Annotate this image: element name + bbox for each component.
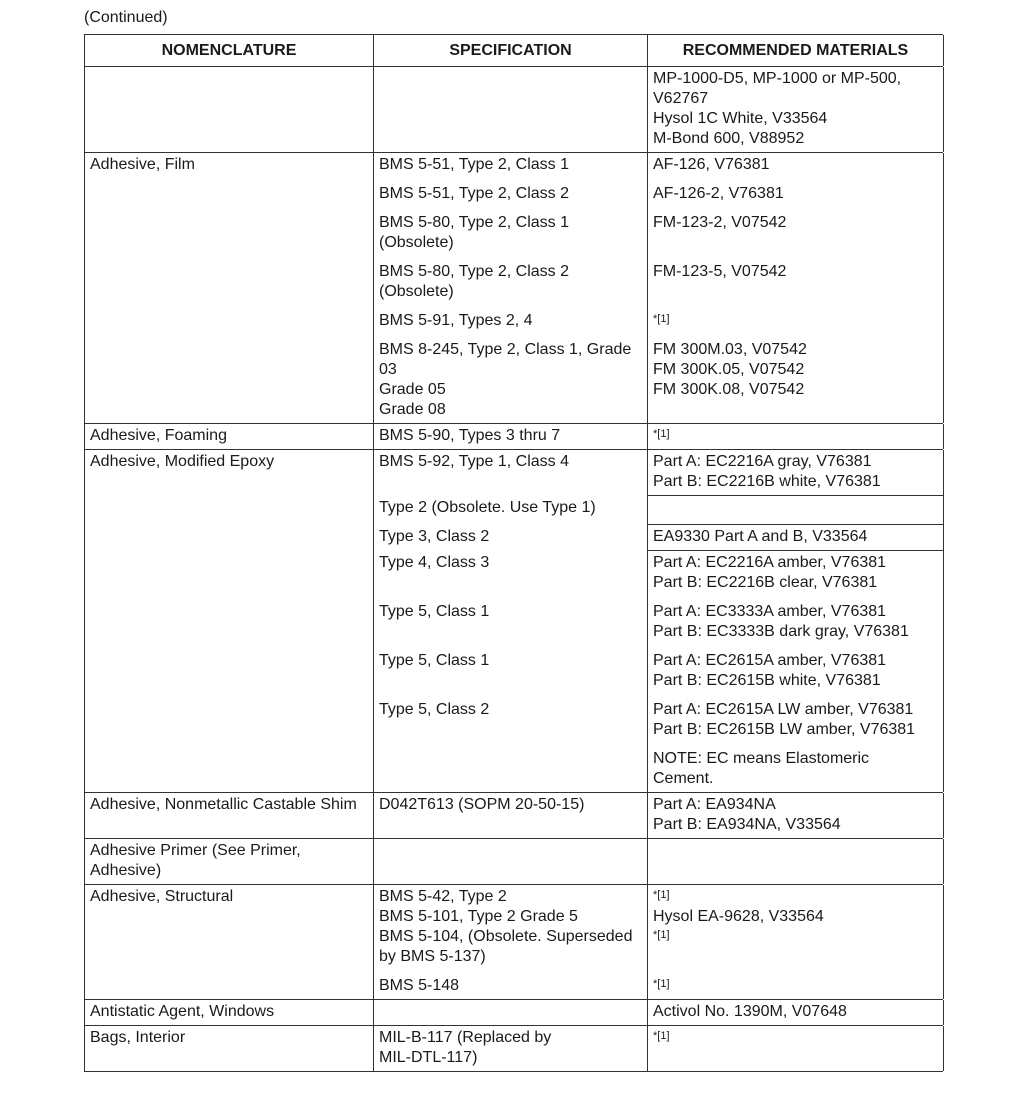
- spec-line: Type 5, Class 1: [379, 603, 490, 620]
- table-row-adhesive-foaming: [85, 424, 943, 450]
- materials-cell: [648, 551, 944, 600]
- spec-material-pair: [374, 551, 943, 600]
- materials-cell: [648, 338, 944, 423]
- materials-cell: [648, 747, 944, 792]
- materials-cell: [648, 67, 944, 152]
- spec-material-group: [374, 885, 944, 999]
- material-line: AF-126, V76381: [653, 156, 770, 173]
- note-reference: *[1]: [653, 889, 670, 901]
- spec-line: MIL-DTL-117): [379, 1049, 478, 1066]
- material-line: Part A: EA934NA: [653, 796, 776, 813]
- spec-material-pair: [374, 885, 943, 974]
- materials-cell: [648, 793, 944, 838]
- materials-cell: [648, 309, 944, 338]
- materials-table: [84, 34, 943, 1072]
- table-row-castable-shim: [85, 793, 943, 839]
- table-row-adhesive-film: [85, 153, 943, 424]
- spec-material-pair: [374, 450, 943, 496]
- spec-material-pair: [374, 525, 943, 551]
- header-nomenclature: NOMENCLATURE: [85, 35, 374, 66]
- spec-line: BMS 5-80, Type 2, Class 1: [379, 214, 570, 231]
- material-line: Hysol 1C White, V33564: [653, 110, 828, 127]
- spec-line: Grade 05: [379, 381, 446, 398]
- note-line: Cement.: [653, 770, 714, 787]
- materials-cell: [648, 1026, 944, 1071]
- specification-cell: BMS 5-90, Types 3 thru 7: [374, 424, 648, 449]
- specification-cell: [374, 1000, 648, 1025]
- specification-cell: [374, 260, 648, 309]
- material-line: FM 300M.03, V07542: [653, 341, 807, 358]
- spec-material-pair: [374, 182, 943, 211]
- specification-cell: [374, 885, 648, 974]
- specification-cell: [374, 974, 648, 999]
- materials-cell: [648, 839, 944, 884]
- specification-cell: [374, 67, 648, 152]
- note-reference: *[1]: [653, 978, 670, 990]
- header-specification: SPECIFICATION: [374, 35, 648, 66]
- specification-cell: [374, 211, 648, 260]
- note-reference: *[1]: [653, 1030, 670, 1042]
- materials-cell: [648, 600, 944, 649]
- table-row-adhesive-primer: [85, 839, 943, 885]
- materials-cell: [648, 153, 944, 182]
- nomenclature-cell: [85, 839, 374, 884]
- material-line: Part B: EC2216B clear, V76381: [653, 574, 878, 591]
- material-line: Part A: EC3333A amber, V76381: [653, 603, 887, 620]
- table-row-antistatic-agent: [85, 1000, 943, 1026]
- material-line: Hysol EA-9628, V33564: [653, 908, 824, 925]
- spec-material-pair: [374, 600, 943, 649]
- spec-material-group: [374, 450, 944, 792]
- nomenclature-cell: Adhesive, Nonmetallic Castable Shim: [85, 793, 374, 838]
- continued-label: (Continued): [84, 9, 168, 26]
- material-line: MP-1000-D5, MP-1000 or MP-500,: [653, 70, 902, 87]
- spec-material-pair: [374, 260, 943, 309]
- note-reference: *[1]: [653, 313, 670, 325]
- spec-line: (Obsolete): [379, 234, 454, 251]
- material-line: Part B: EC2615B white, V76381: [653, 672, 881, 689]
- specification-cell: [374, 182, 648, 211]
- material-line: FM-123-2, V07542: [653, 214, 787, 231]
- table-row-adhesive-structural: [85, 885, 943, 1000]
- material-line: EA9330 Part A and B, V33564: [653, 528, 868, 545]
- table-row-adhesive-modified-epoxy: [85, 450, 943, 793]
- nomenclature-line: Adhesive): [90, 862, 162, 879]
- spec-line: (Obsolete): [379, 283, 454, 300]
- spec-material-pair: [374, 698, 943, 747]
- nomenclature-cell: Adhesive, Modified Epoxy: [85, 450, 374, 792]
- material-line: Part B: EA934NA, V33564: [653, 816, 841, 833]
- spec-material-pair: [374, 338, 943, 423]
- specification-cell: [374, 525, 648, 551]
- note-reference: *[1]: [653, 929, 670, 941]
- nomenclature-cell: [85, 67, 374, 152]
- spec-material-pair: [374, 747, 943, 792]
- nomenclature-cell: Adhesive, Film: [85, 153, 374, 423]
- specification-cell: [374, 496, 648, 525]
- spec-line: BMS 5-51, Type 2, Class 1: [379, 156, 570, 173]
- materials-cell: [648, 260, 944, 309]
- spec-material-pair: [374, 309, 943, 338]
- spec-line: BMS 5-51, Type 2, Class 2: [379, 185, 570, 202]
- spec-line: Type 5, Class 2: [379, 701, 490, 718]
- specification-cell: [374, 600, 648, 649]
- spec-line: MIL-B-117 (Replaced by: [379, 1029, 552, 1046]
- spec-material-pair: [374, 649, 943, 698]
- materials-cell: [648, 182, 944, 211]
- spec-line: Type 3, Class 2: [379, 528, 490, 545]
- spec-line: Type 4, Class 3: [379, 554, 490, 571]
- specification-cell: D042T613 (SOPM 20-50-15): [374, 793, 648, 838]
- spec-line: BMS 8-245, Type 2, Class 1, Grade: [379, 341, 632, 358]
- spec-material-pair: [374, 974, 943, 999]
- specification-cell: [374, 309, 648, 338]
- nomenclature-cell: Bags, Interior: [85, 1026, 374, 1071]
- nomenclature-line: Adhesive Primer (See Primer,: [90, 842, 301, 859]
- materials-cell: [648, 450, 944, 496]
- table-header: [85, 35, 943, 67]
- spec-line: 03: [379, 361, 397, 378]
- materials-cell: [648, 424, 944, 449]
- material-line: Part B: EC2615B LW amber, V76381: [653, 721, 916, 738]
- specification-cell: [374, 450, 648, 496]
- material-line: M-Bond 600, V88952: [653, 130, 805, 147]
- table-row-bags-interior: [85, 1026, 943, 1072]
- materials-cell: [648, 211, 944, 260]
- spec-line: BMS 5-80, Type 2, Class 2: [379, 263, 570, 280]
- spec-line: BMS 5-92, Type 1, Class 4: [379, 453, 570, 470]
- spec-material-pair: [374, 211, 943, 260]
- specification-cell: [374, 1026, 648, 1071]
- specification-cell: [374, 839, 648, 884]
- materials-cell: [648, 974, 944, 999]
- specification-cell: [374, 649, 648, 698]
- specification-cell: [374, 153, 648, 182]
- nomenclature-cell: Adhesive, Foaming: [85, 424, 374, 449]
- materials-cell: [648, 885, 944, 974]
- materials-cell: [648, 649, 944, 698]
- spec-line: Grade 08: [379, 401, 446, 418]
- specification-cell: [374, 338, 648, 423]
- materials-cell: Activol No. 1390M, V07648: [648, 1000, 944, 1025]
- material-line: AF-126-2, V76381: [653, 185, 784, 202]
- materials-cell: [648, 525, 944, 551]
- spec-material-pair: [374, 496, 943, 525]
- note-reference: *[1]: [653, 428, 670, 440]
- spec-line: by BMS 5-137): [379, 948, 486, 965]
- spec-line: BMS 5-104, (Obsolete. Superseded: [379, 928, 633, 945]
- material-line: Part A: EC2216A amber, V76381: [653, 554, 887, 571]
- material-line: FM-123-5, V07542: [653, 263, 787, 280]
- spec-line: Type 5, Class 1: [379, 652, 490, 669]
- material-line: Part B: EC2216B white, V76381: [653, 473, 881, 490]
- specification-cell: [374, 747, 648, 792]
- spec-line: BMS 5-42, Type 2: [379, 888, 507, 905]
- spec-line: Type 2 (Obsolete. Use Type 1): [379, 499, 596, 516]
- material-line: Part A: EC2615A amber, V76381: [653, 652, 887, 669]
- spec-line: BMS 5-101, Type 2 Grade 5: [379, 908, 578, 925]
- spec-material-pair: [374, 153, 943, 182]
- material-line: Part B: EC3333B dark gray, V76381: [653, 623, 909, 640]
- spec-line: BMS 5-148: [379, 977, 460, 994]
- specification-cell: [374, 551, 648, 600]
- specification-cell: [374, 698, 648, 747]
- material-line: Part A: EC2216A gray, V76381: [653, 453, 872, 470]
- materials-cell: [648, 496, 944, 525]
- material-line: FM 300K.05, V07542: [653, 361, 805, 378]
- nomenclature-cell: Adhesive, Structural: [85, 885, 374, 999]
- spec-line: BMS 5-91, Types 2, 4: [379, 312, 533, 329]
- header-materials: RECOMMENDED MATERIALS: [648, 35, 944, 66]
- materials-cell: [648, 698, 944, 747]
- nomenclature-cell: Antistatic Agent, Windows: [85, 1000, 374, 1025]
- material-line: Part A: EC2615A LW amber, V76381: [653, 701, 914, 718]
- material-line: V62767: [653, 90, 709, 107]
- spec-material-group: [374, 153, 944, 423]
- table-row: [85, 67, 943, 153]
- note-line: NOTE: EC means Elastomeric: [653, 750, 870, 767]
- material-line: FM 300K.08, V07542: [653, 381, 805, 398]
